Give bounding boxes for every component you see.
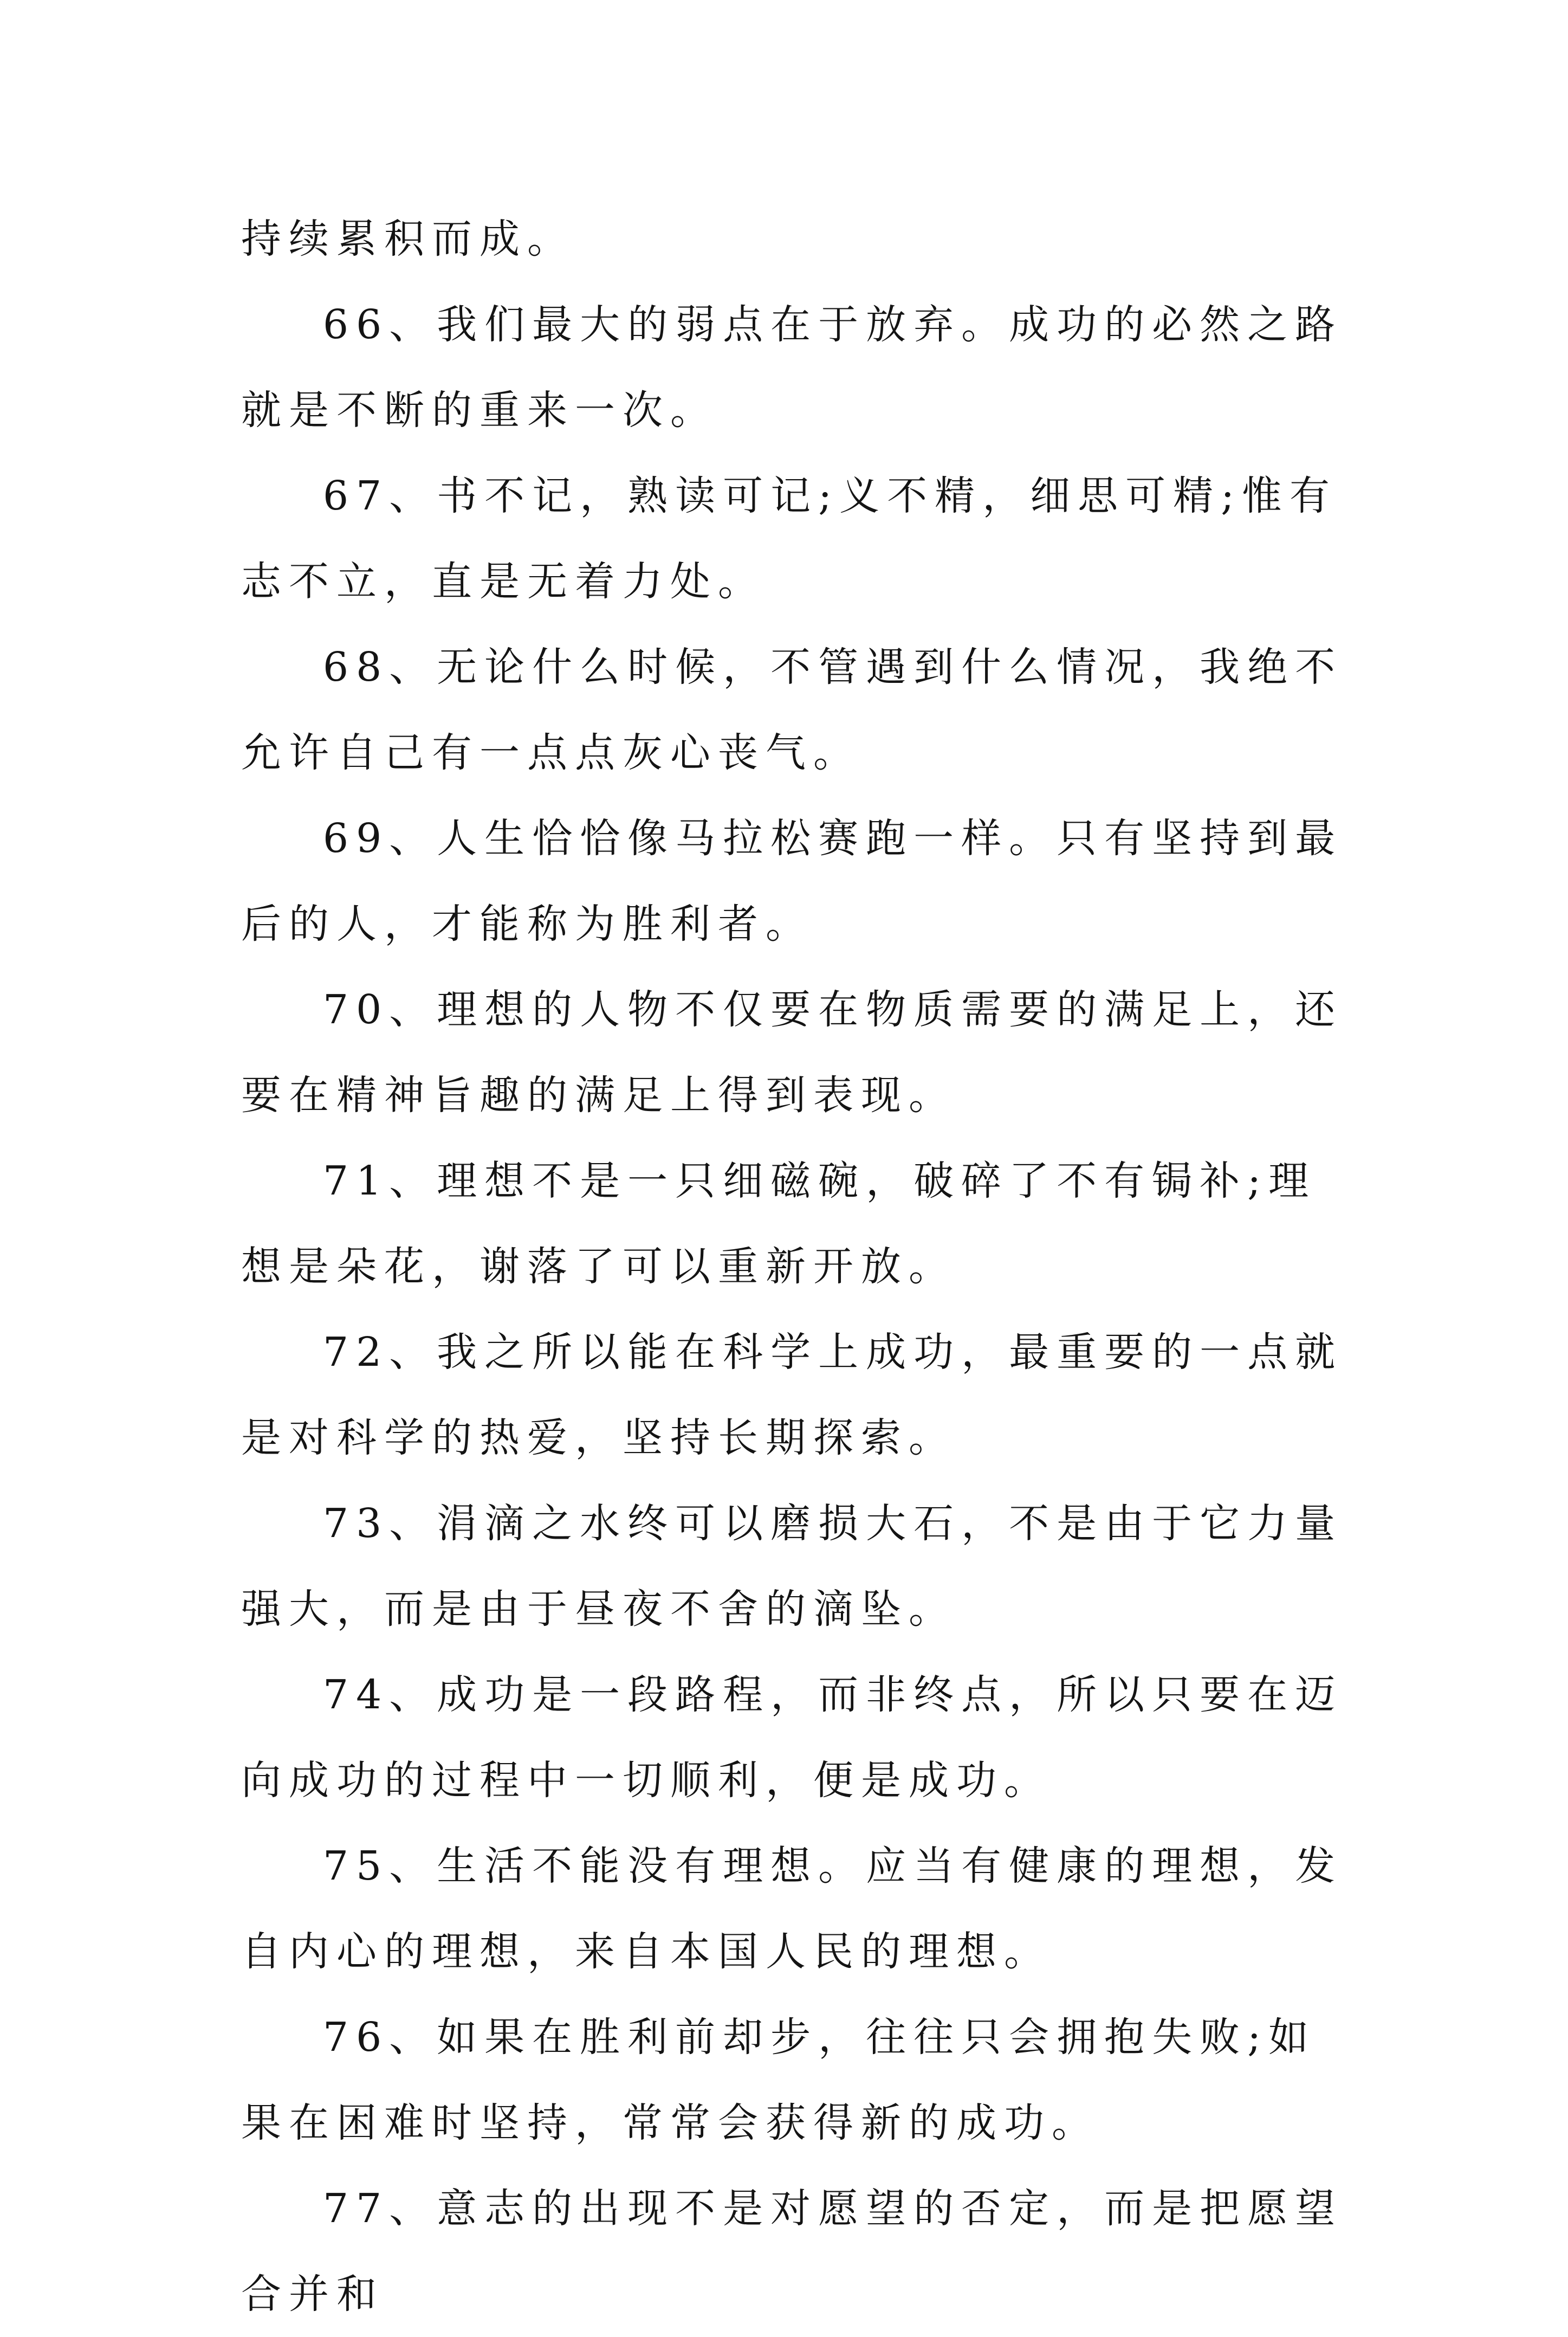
paragraph-66: 66、我们最大的弱点在于放弃。成功的必然之路就是不断的重来一次。 (241, 301, 1343, 434)
paragraph-67: 67、书不记，熟读可记;义不精，细思可精;惟有志不立，直是无着力处。 (241, 473, 1338, 605)
document-body (241, 196, 1346, 2337)
paragraph-73: 73、涓滴之水终可以磨损大石，不是由于它力量强大，而是由于昼夜不舍的滴坠。 (241, 1500, 1343, 1632)
paragraph-continuation: 持续累积而成。 (241, 216, 575, 262)
paragraph-71: 71、理想不是一只细磁碗，破碎了不有锔补;理想是朵花，谢落了可以重新开放。 (241, 1158, 1317, 1290)
paragraph-74: 74、成功是一段路程，而非终点，所以只要在迈向成功的过程中一切顺利，便是成功。 (241, 1671, 1343, 1804)
paragraph-69: 69、人生恰恰像马拉松赛跑一样。只有坚持到最后的人，才能称为胜利者。 (241, 815, 1343, 947)
paragraph-70: 70、理想的人物不仅要在物质需要的满足上，还要在精神旨趣的满足上得到表现。 (241, 986, 1343, 1119)
paragraph-68: 68、无论什么时候，不管遇到什么情况，我绝不允许自己有一点点灰心丧气。 (241, 644, 1343, 776)
paragraph-72: 72、我之所以能在科学上成功，最重要的一点就是对科学的热爱，坚持长期探索。 (241, 1329, 1343, 1461)
paragraph-75: 75、生活不能没有理想。应当有健康的理想，发自内心的理想，来自本国人民的理想。 (241, 1843, 1343, 1975)
paragraph-77: 77、意志的出现不是对愿望的否定，而是把愿望合并和 (241, 2185, 1343, 2317)
paragraph-76: 76、如果在胜利前却步，往往只会拥抱失败;如果在困难时坚持，常常会获得新的成功。 (241, 2014, 1317, 2146)
